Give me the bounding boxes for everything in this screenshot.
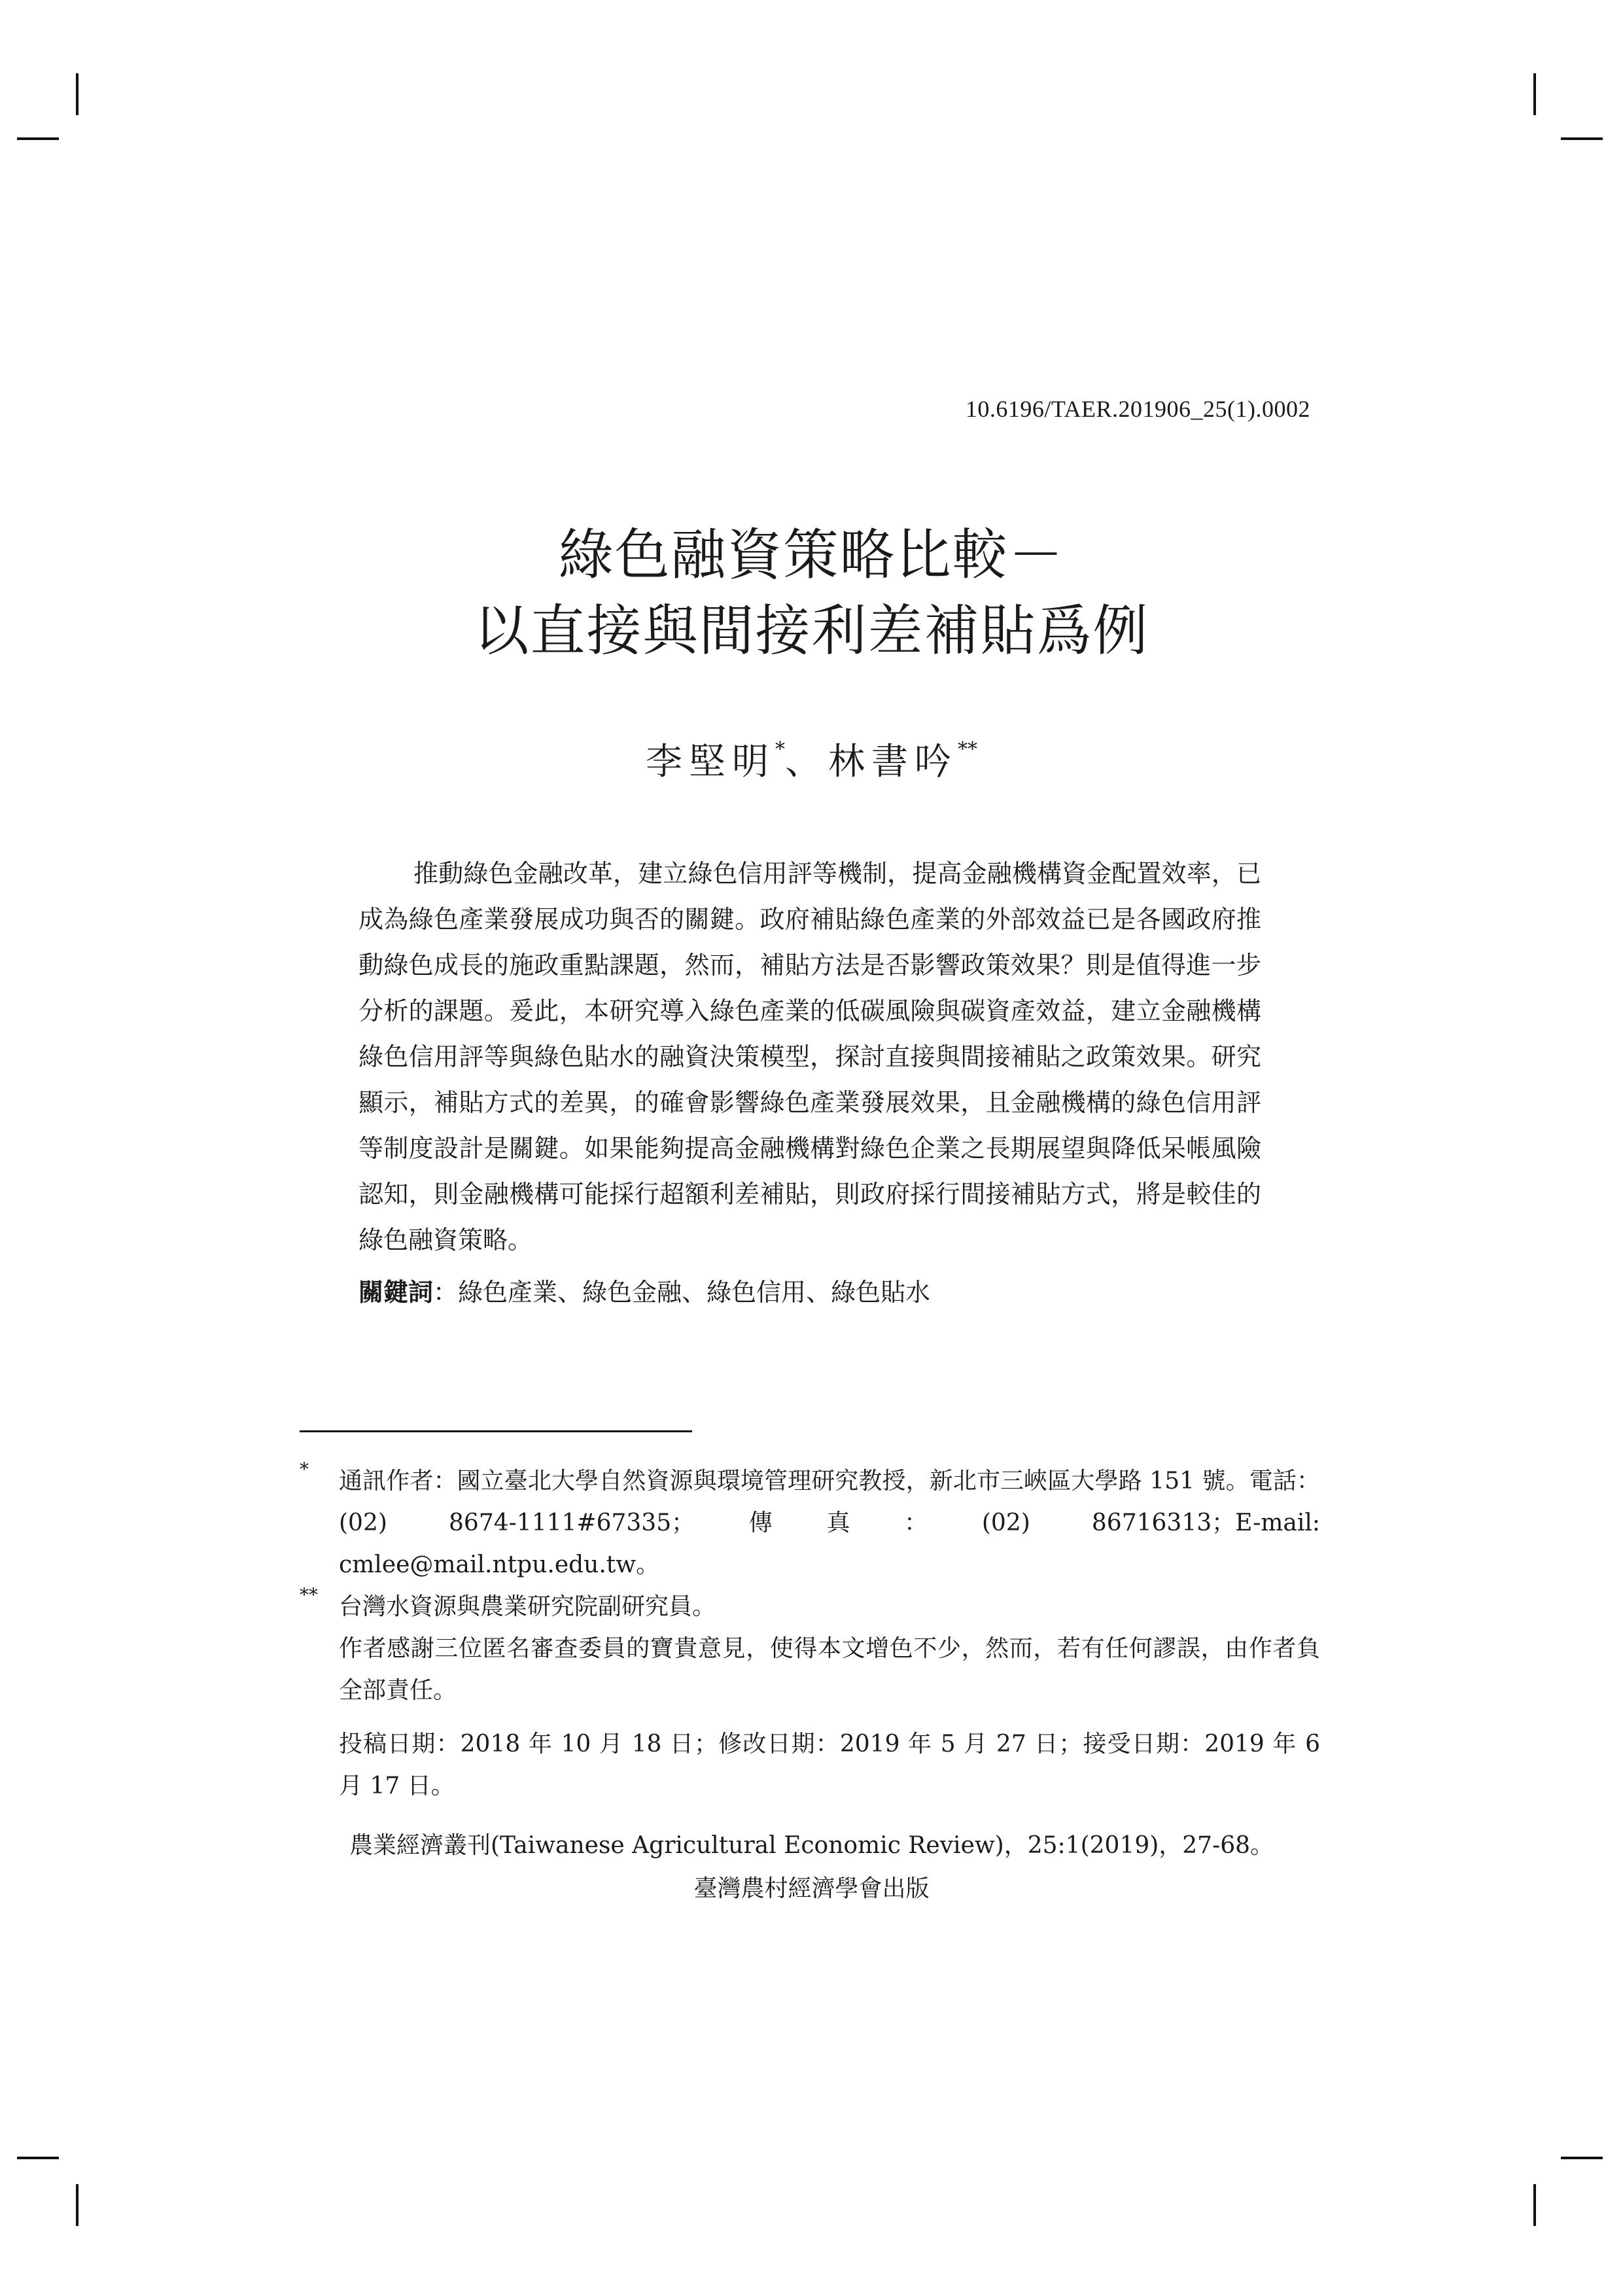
- acknowledgement-text: 作者感謝三位匿名審查委員的寶貴意見，使得本文增色不少，然而，若有任何謬誤，由作者負全部責任。: [339, 1635, 1320, 1704]
- footnote-submission-dates: [300, 1723, 1320, 1807]
- submission-dates-text: 投稿日期：2018 年 10 月 18 日；修改日期：2019 年 5 月 27 日；接受日期：2019 年 6 月 17 日。: [339, 1731, 1320, 1799]
- keywords-label: 關鍵詞: [358, 1277, 434, 1307]
- footnote-mark-2: **: [300, 1584, 318, 1606]
- keywords: [358, 1269, 1261, 1315]
- author-name-2: 林書吟: [828, 741, 958, 783]
- paper-title: [0, 517, 1623, 669]
- footnote-divider: [300, 1430, 692, 1432]
- journal-citation: 農業經濟叢刊(Taiwanese Agricultural Economic Review)，25:1(2019)，27-68。: [349, 1832, 1274, 1859]
- journal-info: [0, 1824, 1623, 1911]
- author-footnote-mark-2: **: [958, 738, 977, 762]
- journal-publisher: 臺灣農村經濟學會出版: [693, 1875, 930, 1902]
- crop-mark-bottom-left-horizontal: [17, 2157, 59, 2159]
- crop-mark-top-left-vertical: [76, 73, 79, 115]
- abstract-paragraph: 推動綠色金融改革，建立綠色信用評等機制，提高金融機構資金配置效率，已成為綠色產業發展成功與否的關鍵。政府補貼綠色產業的外部效益已是各國政府推動綠色成長的施政重點課題，然而，補貼方法是否影響政策效果？則是值得進一步分析的課題。爰此，本研究導入綠色產業的低碳風險與碳資產效益，建立金融機構綠色信用評等與綠色貼水的融資決策模型，探討直接與間接補貼之政策效果。研究顯示，補貼方式的差異，的確會影響綠色產業發展效果，且金融機構的綠色信用評等制度設計是關鍵。如果能夠提高金融機構對綠色企業之長期展望與降低呆帳風險認知，則金融機構可能採行超額利差補貼，則政府採行間接補貼方式，將是較佳的綠色融資策略。: [358, 859, 1261, 1254]
- footnote-mark-1: *: [300, 1458, 309, 1480]
- keywords-terms: 綠色產業、綠色金融、綠色信用、綠色貼水: [458, 1278, 931, 1307]
- footnote-second-author: [300, 1586, 1320, 1628]
- title-line-1: 綠色融資策略比較－: [558, 523, 1065, 587]
- author-footnote-mark-1: *: [775, 738, 785, 762]
- crop-mark-bottom-right-horizontal: [1561, 2157, 1603, 2159]
- crop-mark-top-right-vertical: [1533, 73, 1536, 115]
- author-list: [0, 733, 1623, 785]
- crop-mark-top-right-horizontal: [1561, 137, 1603, 140]
- crop-mark-bottom-left-vertical: [76, 2184, 79, 2226]
- doi-identifier: 10.6196/TAER.201906_25(1).0002: [965, 396, 1310, 422]
- keywords-colon: ：: [433, 1278, 459, 1307]
- footnote-corresponding-author: [300, 1460, 1320, 1586]
- author-name-1: 李堅明: [646, 741, 775, 783]
- crop-mark-top-left-horizontal: [17, 137, 59, 140]
- footnote-text-1: 通訊作者：國立臺北大學自然資源與環境管理研究教授，新北市三峽區大學路 151 號。電話：(02) 8674-1111#67335；傳真：(02) 86716313；E-mail: cmlee@mail.ntpu.edu.tw。: [339, 1468, 1320, 1578]
- author-separator: 、: [785, 741, 828, 783]
- footnote-acknowledgement: [300, 1628, 1320, 1712]
- crop-mark-bottom-right-vertical: [1533, 2184, 1536, 2226]
- title-line-2: 以直接與間接利差補貼爲例: [474, 599, 1149, 663]
- footnote-text-2: 台灣水資源與農業研究院副研究員。: [339, 1593, 716, 1620]
